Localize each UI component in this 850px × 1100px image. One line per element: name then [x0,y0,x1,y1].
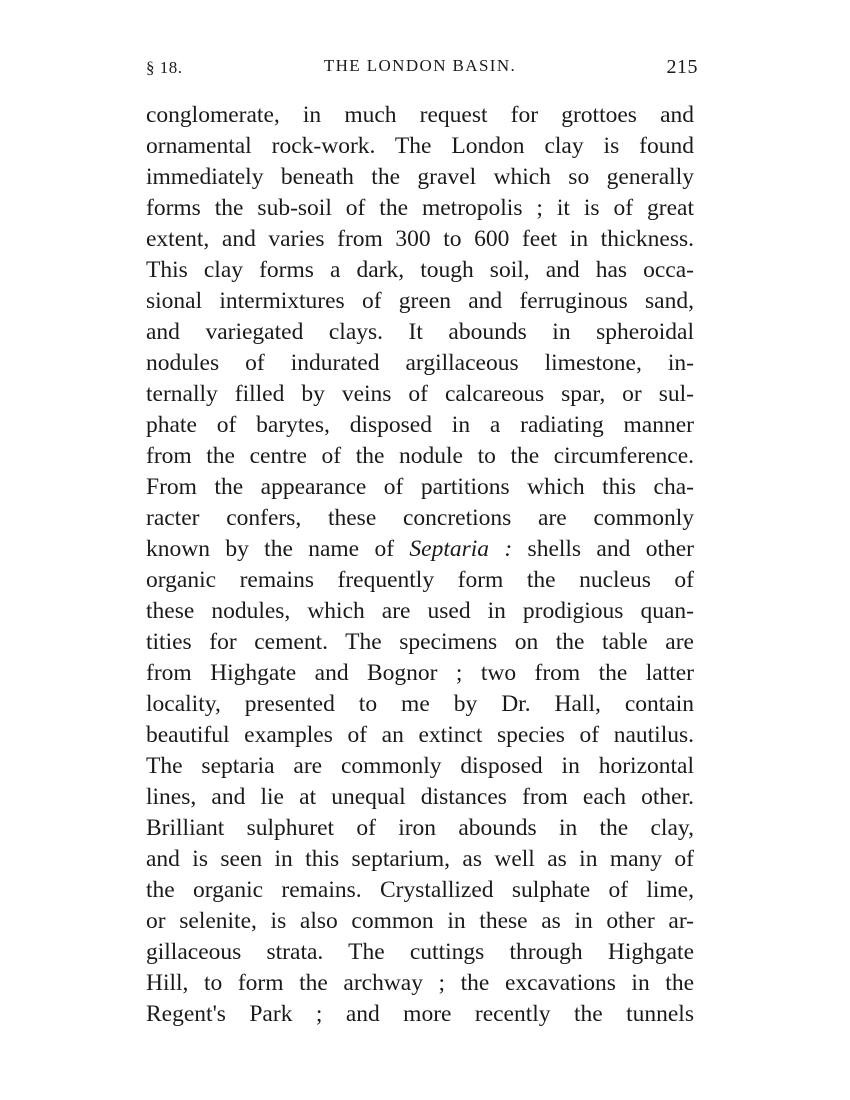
book-page [146,56,698,1030]
text-line: forms the sub-soil of the metropolis ; it is of great [146,195,694,221]
text-line: beautiful examples of an extinct species of nautilus. [146,722,694,748]
text-line: immediately beneath the gravel which so generally [146,164,694,190]
text-line: conglomerate, in much request for grottoes and [146,102,694,128]
text-line: phate of barytes, disposed in a radiating manner [146,412,694,438]
text-line: and is seen in this septarium, as well as in many of [146,846,694,872]
septaria-term: Septaria : [409,536,513,562]
text-line: ornamental rock-work. The London clay is found [146,133,694,159]
text-line: The septaria are commonly disposed in horizontal [146,753,694,779]
text-line: This clay forms a dark, tough soil, and has occa- [146,257,694,283]
text-line: ternally filled by veins of calcareous spar, or sul- [146,381,694,407]
text-line: sional intermixtures of green and ferruginous sand, [146,288,694,314]
text-line: and variegated clays. It abounds in spheroidal [146,319,694,345]
running-title: THE LONDON BASIN. [323,56,517,75]
text-line: Hill, to form the archway ; the excavations in the [146,970,694,996]
text-line: or selenite, is also common in these as in other ar- [146,908,694,934]
text-line: locality, presented to me by Dr. Hall, contain [146,691,694,717]
text-line: tities for cement. The specimens on the table are [146,629,694,655]
text-line: from the centre of the nodule to the circumference. [146,443,694,469]
text-line: racter confers, these concretions are commonly [146,505,694,531]
text-line: From the appearance of partitions which this cha- [146,474,694,500]
running-head [146,56,698,90]
text-line: these nodules, which are used in prodigious quan- [146,598,694,624]
text-line: Regent's Park ; and more recently the tunnels [146,1001,694,1027]
page-number: 215 [666,56,698,78]
text-line: from Highgate and Bognor ; two from the latter [146,660,694,686]
text-line: lines, and lie at unequal distances from each other. [146,784,694,810]
section-number: § 18. [146,58,183,77]
text-line: organic remains frequently form the nucleus of [146,567,694,593]
text-line: nodules of indurated argillaceous limestone, in- [146,350,694,376]
text-line-septaria [146,534,694,565]
text-line: gillaceous strata. The cuttings through Highgate [146,939,694,965]
text-segment: shells and other [512,536,694,562]
text-line: Brilliant sulphuret of iron abounds in the clay, [146,815,694,841]
text-line: the organic remains. Crystallized sulphate of lime, [146,877,694,903]
text-line: extent, and varies from 300 to 600 feet in thickness. [146,226,694,252]
body-text [146,100,694,1030]
text-segment: known by the name of [146,536,410,562]
